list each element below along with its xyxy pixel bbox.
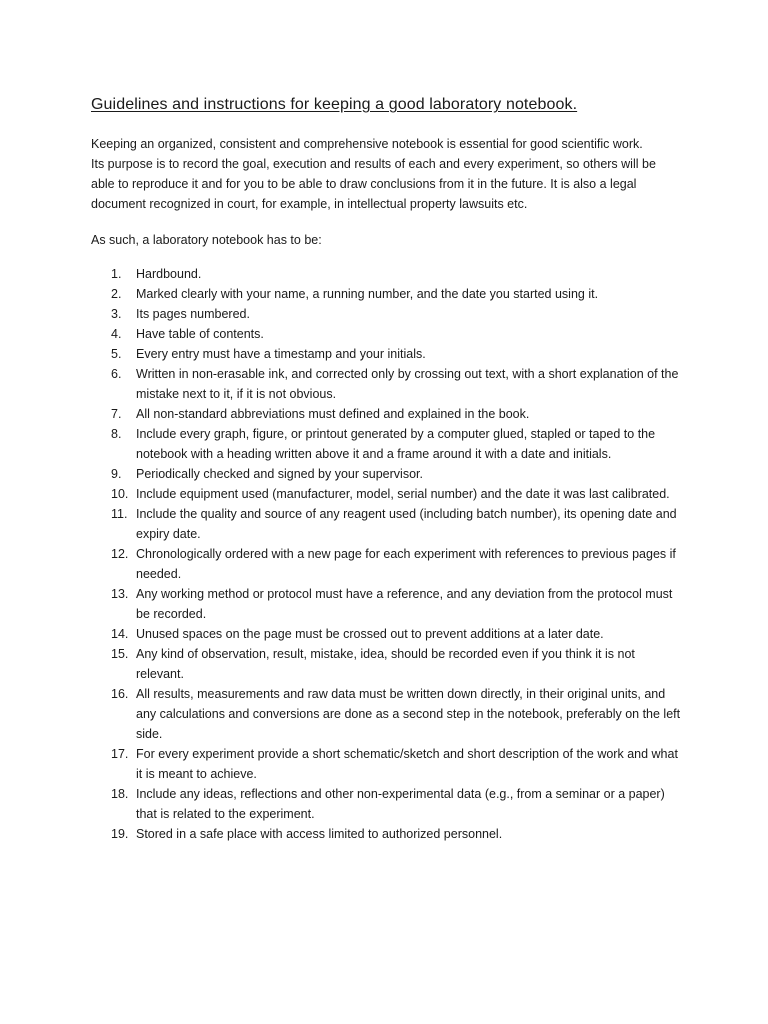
list-item-number: 2.	[111, 287, 122, 301]
list-item-text: Include equipment used (manufacturer, model, serial number) and the date it was last calibrated.	[136, 487, 670, 501]
list-item-number: 19.	[111, 827, 129, 841]
list-item-number: 12.	[111, 547, 129, 561]
intro-line: Its purpose is to record the goal, execution and results of each and every experiment, so others will be	[91, 157, 656, 171]
list-item-number: 14.	[111, 627, 129, 641]
list-item-number: 4.	[111, 327, 122, 341]
list-item-number: 17.	[111, 747, 129, 761]
list-item-number: 15.	[111, 647, 129, 661]
list-item-number: 8.	[111, 427, 122, 441]
list-item-number: 5.	[111, 347, 122, 361]
list-item	[91, 344, 681, 364]
list-item-number: 11.	[111, 507, 128, 521]
list-item-text: Hardbound.	[136, 267, 202, 281]
list-item-number: 7.	[111, 407, 122, 421]
list-item-number: 13.	[111, 587, 129, 601]
list-item-text: Include the quality and source of any reagent used (including batch number), its opening date and expiry date.	[136, 507, 677, 541]
list-item-number: 16.	[111, 687, 129, 701]
list-item-number: 6.	[111, 367, 122, 381]
list-item-text: Have table of contents.	[136, 327, 264, 341]
list-item-text: Periodically checked and signed by your supervisor.	[136, 467, 423, 481]
list-item	[91, 304, 681, 324]
list-item	[91, 584, 681, 624]
list-item-text: All results, measurements and raw data must be written down directly, in their original units, and any calculations and conversions are done as a second step in the notebook, preferably on the left side.	[136, 687, 681, 741]
list-item	[91, 504, 681, 544]
intro-paragraph	[91, 134, 681, 214]
guidelines-list	[91, 264, 681, 844]
list-item-text: Any kind of observation, result, mistake, idea, should be recorded even if you think it is not relevant.	[136, 647, 635, 681]
list-item	[91, 684, 681, 744]
list-item-text: Chronologically ordered with a new page for each experiment with references to previous pages if needed.	[136, 547, 676, 581]
list-item-text: All non-standard abbreviations must defined and explained in the book.	[136, 407, 530, 421]
list-item	[91, 424, 681, 464]
list-item-text: Written in non-erasable ink, and corrected only by crossing out text, with a short explanation of the mistake next to it, if it is not obvious.	[136, 367, 679, 401]
list-item	[91, 484, 681, 504]
list-item	[91, 744, 681, 784]
list-item-number: 9.	[111, 467, 122, 481]
intro-line: document recognized in court, for example, in intellectual property lawsuits etc.	[91, 197, 528, 211]
list-item-text: Marked clearly with your name, a running number, and the date you started using it.	[136, 287, 599, 301]
list-item-number: 1.	[111, 267, 122, 281]
intro-line: able to reproduce it and for you to be able to draw conclusions from it in the future. It is also a legal	[91, 177, 637, 191]
list-item	[91, 544, 681, 584]
list-item	[91, 264, 681, 284]
list-item	[91, 644, 681, 684]
list-item-number: 18.	[111, 787, 129, 801]
intro-line: Keeping an organized, consistent and comprehensive notebook is essential for good scientific work.	[91, 137, 643, 151]
list-item-number: 10.	[111, 487, 129, 501]
list-item-text: Its pages numbered.	[136, 307, 250, 321]
list-item-number: 3.	[111, 307, 122, 321]
list-item	[91, 364, 681, 404]
list-item-text: Unused spaces on the page must be crossed out to prevent additions at a later date.	[136, 627, 604, 641]
list-item	[91, 324, 681, 344]
list-item-text: Include every graph, figure, or printout generated by a computer glued, stapled or taped to the notebook with a heading written above it and a frame around it with a date and initials.	[136, 427, 656, 461]
list-lead-text: As such, a laboratory notebook has to be:	[91, 233, 322, 247]
list-item	[91, 784, 681, 824]
list-item-text: Every entry must have a timestamp and your initials.	[136, 347, 426, 361]
list-item-text: Include any ideas, reflections and other non-experimental data (e.g., from a seminar or a paper) that is related to the experiment.	[136, 787, 665, 821]
list-item-text: Any working method or protocol must have a reference, and any deviation from the protocol must be recorded.	[136, 587, 673, 621]
list-item-text: Stored in a safe place with access limited to authorized personnel.	[136, 827, 503, 841]
document-title: Guidelines and instructions for keeping a good laboratory notebook.	[91, 96, 578, 113]
list-item	[91, 404, 681, 424]
document-content	[91, 96, 681, 844]
list-item-text: For every experiment provide a short schematic/sketch and short description of the work and what it is meant to achieve.	[136, 747, 678, 781]
list-item	[91, 624, 681, 644]
list-item	[91, 464, 681, 484]
list-item	[91, 284, 681, 304]
list-item	[91, 824, 681, 844]
